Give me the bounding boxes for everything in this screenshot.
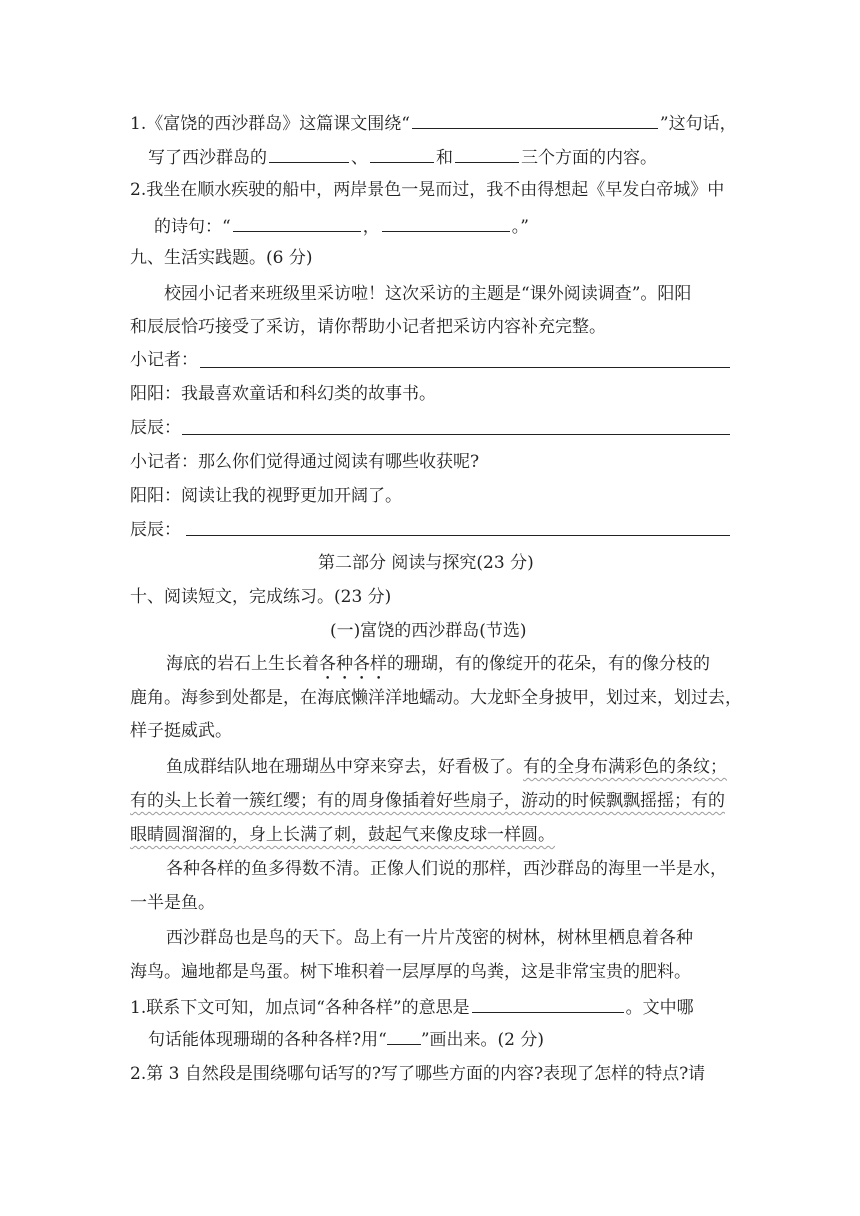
dialog-yangyang-2: 阳阳：阅读让我的视野更加开阔了。	[130, 486, 402, 506]
s10-q2-line1: 2.第 3 自然段是围绕哪句话写的?写了哪些方面的内容?表现了怎样的特点?请	[130, 1064, 706, 1084]
underline-marker	[387, 1030, 421, 1045]
section9-title: 九、生活实践题。(6 分)	[130, 248, 313, 268]
q2-answer-blank-2[interactable]	[382, 213, 510, 232]
dialog-chenchen-2-blank[interactable]	[186, 534, 730, 536]
q2-line2: 的诗句：“ ， 。”	[154, 213, 529, 237]
s10-q1-line1: 1.联系下文可知，加点词“各种各样”的意思是 。文中哪	[130, 994, 694, 1018]
passage-p2-line1: 鱼成群结队地在珊瑚丛中穿来穿去，好看极了。有的全身布满彩色的条纹；	[166, 757, 727, 777]
dialog-reporter-2: 小记者：那么你们觉得通过阅读有哪些收获呢?	[130, 452, 480, 472]
dialog-chenchen-1-label: 辰辰：	[130, 418, 181, 438]
section9-intro-line2: 和辰辰恰巧接受了采访，请你帮助小记者把采访内容补充完整。	[130, 317, 606, 337]
q1-answer-blank-3[interactable]	[455, 144, 519, 163]
q1-answer-blank-main[interactable]	[412, 110, 658, 129]
dotted-word: 各种各样	[319, 654, 387, 674]
dialog-yangyang-1: 阳阳：我最喜欢童话和科幻类的故事书。	[130, 384, 436, 404]
part2-title: 第二部分 阅读与探究(23 分)	[318, 553, 534, 573]
passage-p4-line1: 西沙群岛也是鸟的天下。岛上有一片片茂密的树林，树林里栖息着各种	[166, 928, 693, 948]
dialog-reporter-1-blank[interactable]	[200, 366, 730, 368]
passage-p1-line2: 鹿角。海参到处都是，在海底懒洋洋地蠕动。大龙虾全身披甲，划过来，划过去，	[130, 688, 742, 708]
s10-q1-line2: 句话能体现珊瑚的各种各样?用“ ”画出来。(2 分)	[148, 1030, 544, 1050]
passage-title: (一)富饶的西沙群岛(节选)	[330, 621, 527, 641]
dialog-reporter-1-label: 小记者：	[130, 350, 198, 370]
q1-line1: 1.《富饶的西沙群岛》这篇课文围绕“ ”这句话，	[130, 110, 737, 134]
q1-answer-blank-1[interactable]	[269, 144, 349, 163]
dialog-chenchen-1-blank[interactable]	[182, 433, 730, 435]
passage-p1-line1: 海底的岩石上生长着各种各样的珊瑚，有的像绽开的花朵，有的像分枝的	[166, 654, 710, 674]
passage-p2-line2: 有的头上长着一簇红缨；有的周身像插着好些扇子，游动的时候飘飘摇摇；有的	[130, 791, 725, 811]
section10-title: 十、阅读短文，完成练习。(23 分)	[130, 587, 392, 607]
dialog-chenchen-2-label: 辰辰：	[130, 520, 181, 540]
section9-intro-line1: 校园小记者来班级里采访啦！这次采访的主题是“课外阅读调查”。阳阳	[164, 284, 692, 304]
q1-line2: 写了西沙群岛的 、 和 三个方面的内容。	[148, 144, 657, 168]
q1-answer-blank-2[interactable]	[370, 144, 434, 163]
wavy-underlined-text: 有的全身布满彩色的条纹；	[523, 757, 727, 777]
passage-p3-line2: 一半是鱼。	[130, 893, 215, 913]
passage-p4-line2: 海鸟。遍地都是鸟蛋。树下堆积着一层厚厚的鸟粪，这是非常宝贵的肥料。	[130, 962, 691, 982]
s10-q1-answer-blank[interactable]	[472, 994, 624, 1013]
passage-p2-line3: 眼睛圆溜溜的，身上长满了刺，鼓起气来像皮球一样圆。	[130, 825, 555, 845]
passage-p3-line1: 各种各样的鱼多得数不清。正像人们说的那样，西沙群岛的海里一半是水，	[166, 859, 727, 879]
q2-answer-blank-1[interactable]	[233, 213, 361, 232]
passage-p1-line3: 样子挺威武。	[130, 721, 232, 741]
q2-line1: 2.我坐在顺水疾驶的船中，两岸景色一晃而过，我不由得想起《早发白帝城》中	[130, 180, 725, 200]
